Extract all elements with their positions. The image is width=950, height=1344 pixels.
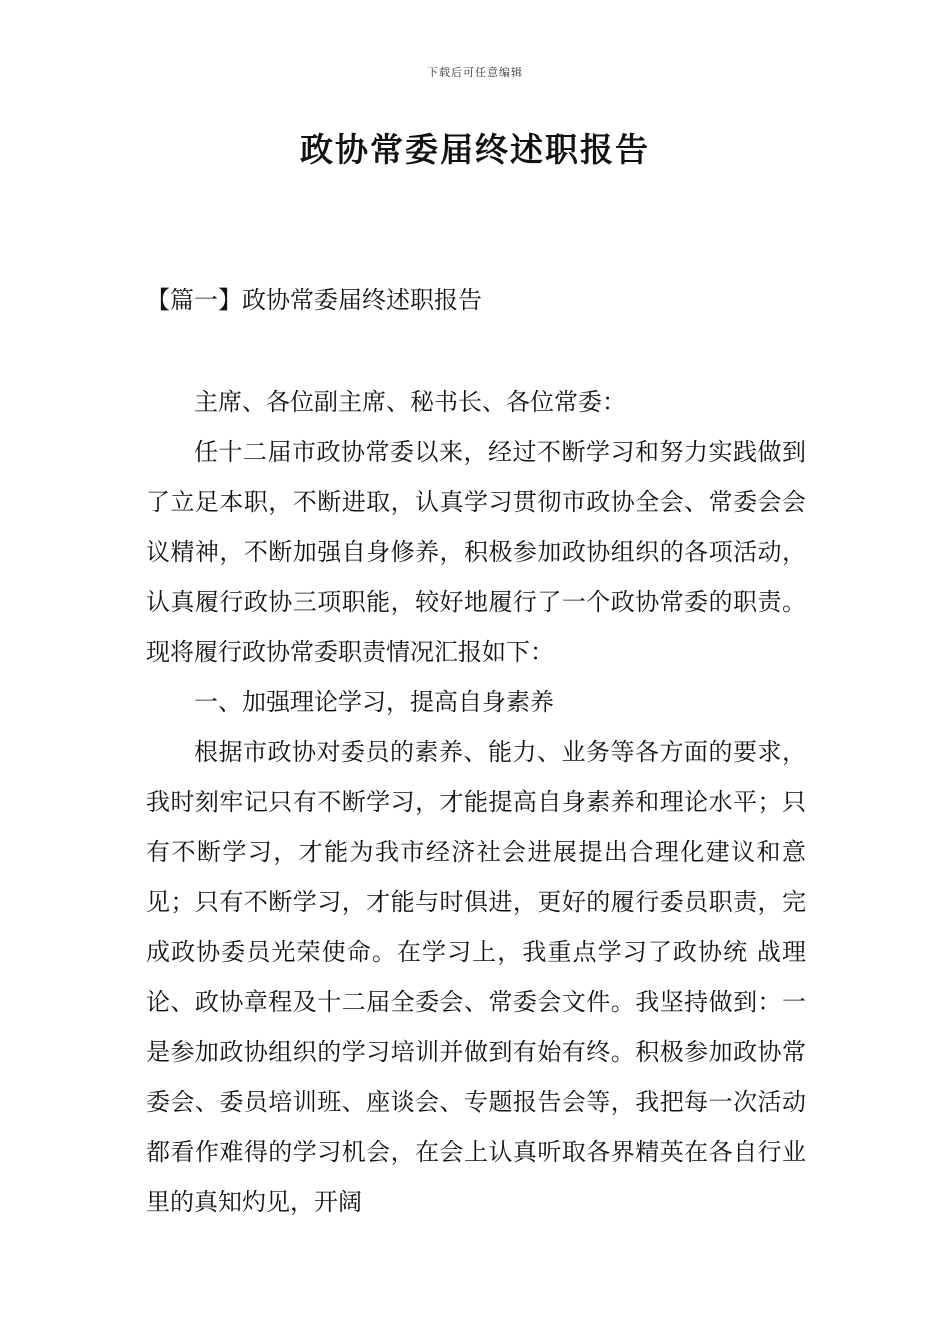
document-body [146,377,806,1227]
salutation-paragraph: 主席、各位副主席、秘书长、各位常委： [194,388,626,416]
document-title: 政协常委届终述职报告 [300,130,650,169]
subsection-heading: 一、加强理论学习，提高自身素养 [194,688,554,716]
intro-paragraph: 任十二届市政协常委以来，经过不断学习和努力实践做到了立足本职，不断进取，认真学习贯彻市政协全会、常委会会议精神，不断加强自身修养，积极参加政协组织的各项活动，认真履行政协三项职能，较好地履行了一个政协常委的职责。现将履行政协常委职责情况汇报如下： [146,438,806,666]
header-note: 下载后可任意编辑 [427,66,523,79]
study-paragraph: 根据市政协对委员的素养、能力、业务等各方面的要求，我时刻牢记只有不断学习，才能提高自身素养和理论水平；只有不断学习，才能为我市经济社会进展提出合理化建议和意见；只有不断学习，才能与时俱进，更好的履行委员职责，完成政协委员光荣使命。在学习上，我重点学习了政协统 战理论、政协章程及十二届全委会、常委会文件。我坚持做到：一是参加政协组织的学习培训并做到有始有终。积极参加政协常委会、委员培训班、座谈会、专题报告会等，我把每一次活动都看作难得的学习机会，在会上认真听取各界精英在各自行业里的真知灼见，开阔 [146,738,806,1216]
section-heading: 【篇一】政协常委届终述职报告 [146,286,482,314]
